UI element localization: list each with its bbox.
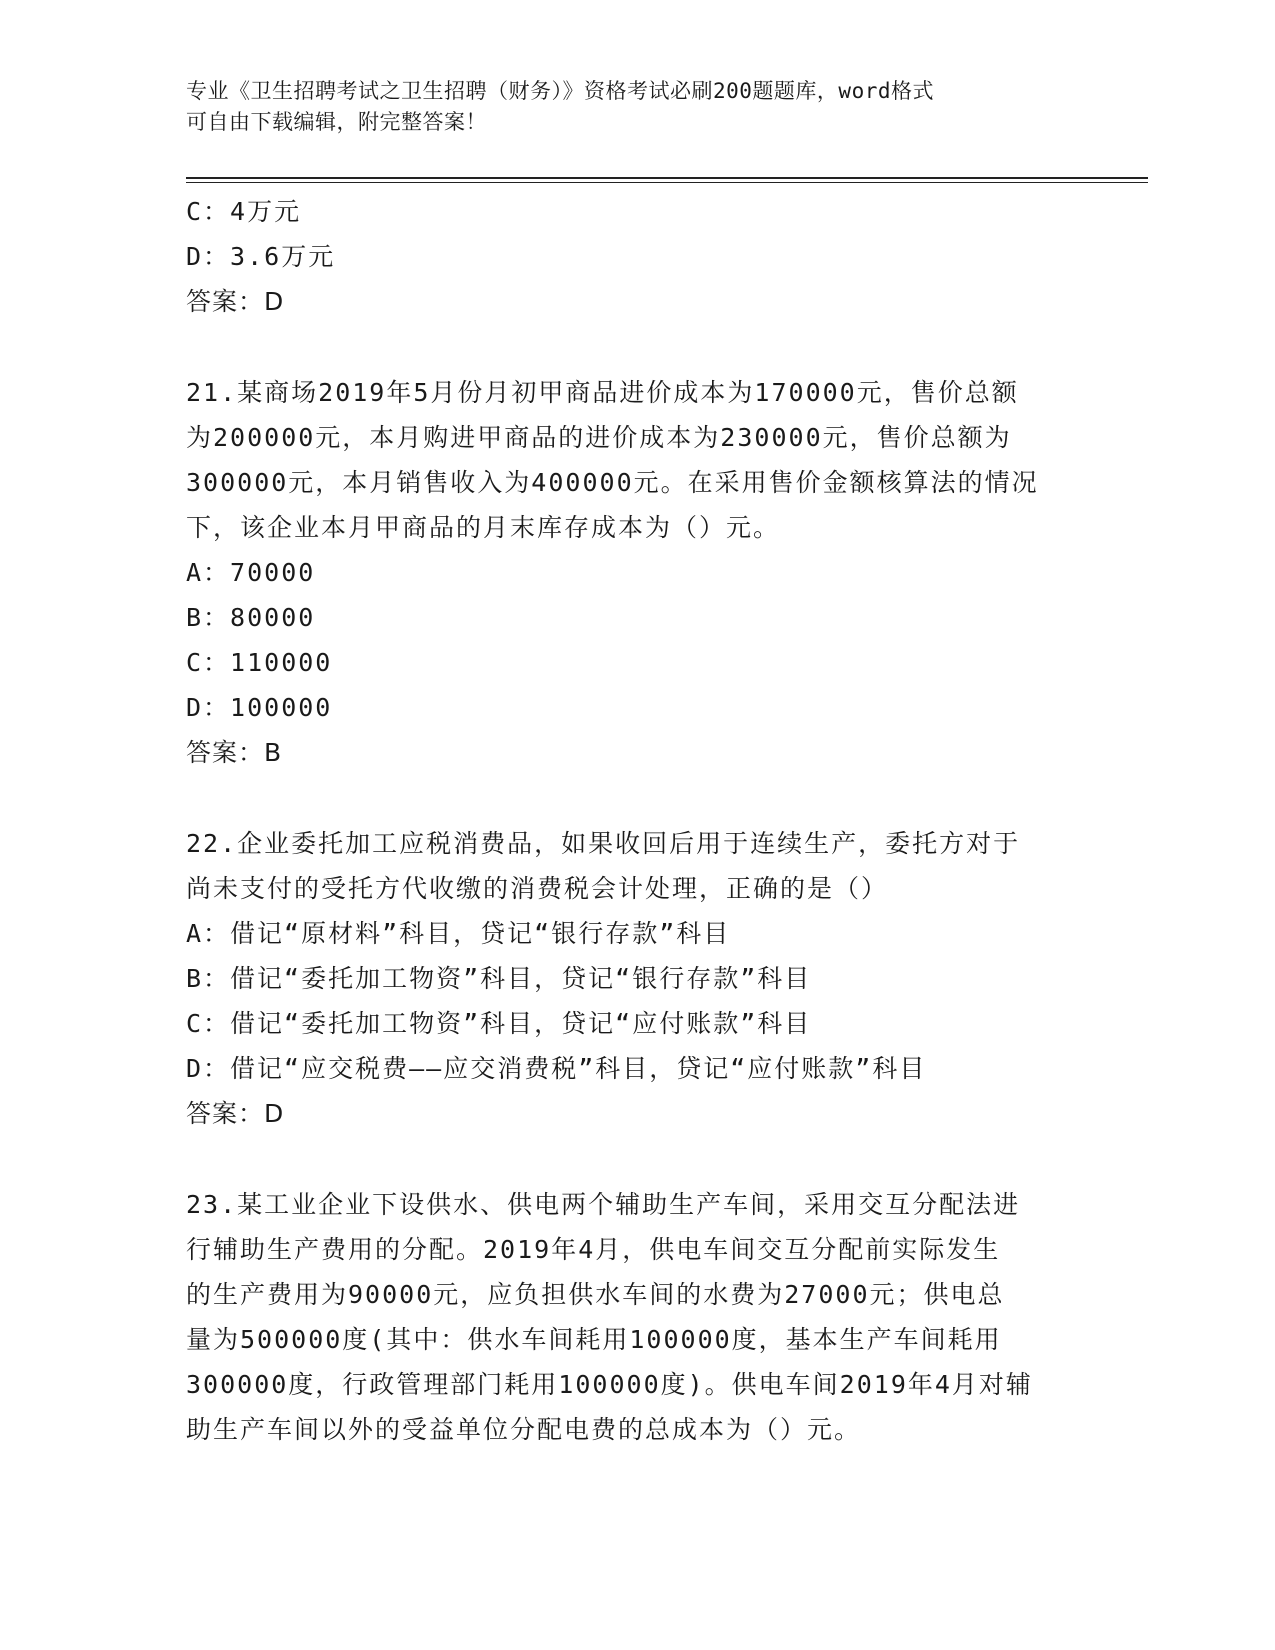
header-line-1: 专业《卫生招聘考试之卫生招聘（财务）》资格考试必刷200题题库，word格式	[186, 79, 934, 103]
question-text-line: 23.某工业企业下设供水、供电两个辅助生产车间，采用交互分配法进	[186, 1190, 1021, 1219]
question-text-line: 下，该企业本月甲商品的月末库存成本为（）元。	[186, 513, 781, 542]
option-d: D：3.6万元	[186, 242, 336, 271]
question-text-line: 尚未支付的受托方代收缴的消费税会计处理，正确的是（）	[186, 874, 889, 903]
option-b: B：借记“委托加工物资”科目，贷记“银行存款”科目	[186, 964, 812, 993]
option-c: C：110000	[186, 648, 333, 677]
header-rule-thin	[186, 182, 1148, 183]
question-text-line: 为200000元，本月购进甲商品的进价成本为230000元，售价总额为	[186, 423, 1012, 452]
question-text-line: 21.某商场2019年5月份月初甲商品进价成本为170000元，售价总额	[186, 378, 1019, 407]
question-text-line: 300000元，本月销售收入为400000元。在采用售价金额核算法的情况	[186, 468, 1039, 497]
answer: 答案：D	[186, 287, 285, 316]
question-23	[186, 1182, 1106, 1452]
question-21	[186, 370, 1106, 775]
question-text-line: 量为500000度(其中：供水车间耗用100000度，基本生产车间耗用	[186, 1325, 1002, 1354]
option-c: C：4万元	[186, 197, 302, 226]
option-b: B：80000	[186, 603, 316, 632]
question-text-line: 22.企业委托加工应税消费品，如果收回后用于连续生产，委托方对于	[186, 829, 1021, 858]
page-header	[186, 76, 1086, 138]
question-text-line: 300000度，行政管理部门耗用100000度)。供电车间2019年4月对辅	[186, 1370, 1033, 1399]
question-text-line: 行辅助生产费用的分配。2019年4月，供电车间交互分配前实际发生	[186, 1235, 1001, 1264]
question-22	[186, 821, 1106, 1136]
option-a: A：借记“原材料”科目，贷记“银行存款”科目	[186, 919, 731, 948]
header-rule-thick	[186, 177, 1148, 179]
option-d: D：100000	[186, 693, 333, 722]
option-d: D：借记“应交税费——应交消费税”科目，贷记“应付账款”科目	[186, 1054, 927, 1083]
prev-question	[186, 189, 1106, 324]
header-line-2: 可自由下载编辑，附完整答案！	[186, 110, 487, 134]
question-text-line: 的生产费用为90000元，应负担供水车间的水费为27000元；供电总	[186, 1280, 1005, 1309]
option-c: C：借记“委托加工物资”科目，贷记“应付账款”科目	[186, 1009, 812, 1038]
answer: 答案：B	[186, 738, 283, 767]
question-text-line: 助生产车间以外的受益单位分配电费的总成本为（）元。	[186, 1415, 862, 1444]
option-a: A：70000	[186, 558, 316, 587]
document-body	[186, 189, 1106, 1452]
answer: 答案：D	[186, 1099, 285, 1128]
